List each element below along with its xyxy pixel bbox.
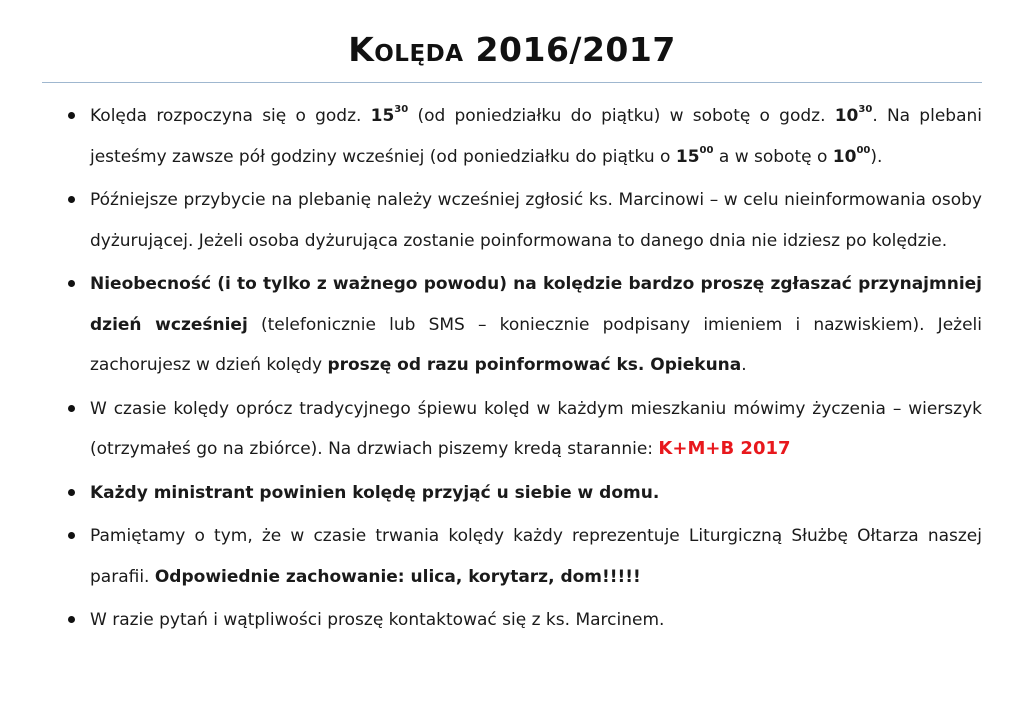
item-text: W razie pytań i wątpliwości proszę kontaktować się z ks. Marcinem. <box>90 610 665 630</box>
list-item <box>58 264 982 386</box>
chalk-inscription: K+M+B 2017 <box>658 438 791 459</box>
item-text: W czasie kolędy oprócz tradycyjnego śpiewu kolęd w każdym mieszkaniu mówimy życzenia – wierszyk (otrzymałeś go na zbiórce). Na drzwiach piszemy kredą starannie: K+M+B 2017 <box>90 398 982 459</box>
item-text: Kolęda rozpoczyna się o godz. $15^{30}$ (od poniedziałku do piątku) w sobotę o godz. $10^{30}$. Na plebani jesteśmy zawsze pół godziny wcześniej (od poniedziałku do piątku o $15^{00}$ a w sobotę o $10^{00}$). <box>90 104 982 167</box>
bullet-icon <box>68 280 75 287</box>
item-text: Nieobecność (i to tylko z ważnego powodu) na kolędzie bardzo proszę zgłaszać przynajmniej dzień wcześniej (telefonicznie lub SMS – koniecznie podpisany imieniem i nazwiskiem). Jeżeli zachorujesz w dzień kolędy proszę od razu poinformować ks. Opiekuna. <box>90 274 982 375</box>
item-text: Każdy ministrant powinien kolędę przyjąć u siebie w domu. <box>90 482 660 503</box>
page-title: Kolęda 2016/2017 <box>348 30 676 69</box>
list-item <box>58 180 982 261</box>
item-text: Pamiętamy o tym, że w czasie trwania kolędy każdy reprezentuje Liturgiczną Służbę Ołtarza naszej parafii. Odpowiednie zachowanie: ulica, korytarz, dom!!!!! <box>90 526 982 587</box>
bullet-icon <box>68 405 75 412</box>
bullet-icon <box>68 489 75 496</box>
bullet-icon <box>68 532 75 539</box>
list-item <box>58 96 982 177</box>
bullet-icon <box>68 196 75 203</box>
list-item <box>58 516 982 597</box>
bullet-list <box>58 96 982 644</box>
list-item <box>58 473 982 514</box>
item-text: Późniejsze przybycie na plebanię należy wcześniej zgłosić ks. Marcinowi – w celu nieinformowania osoby dyżurującej. Jeżeli osoba dyżurująca zostanie poinformowana to danego dnia nie idziesz po kolędzie. <box>90 190 982 251</box>
bullet-icon <box>68 616 75 623</box>
list-item <box>58 600 982 641</box>
list-item <box>58 389 982 470</box>
bullet-icon <box>68 112 75 119</box>
title-divider <box>42 82 982 83</box>
